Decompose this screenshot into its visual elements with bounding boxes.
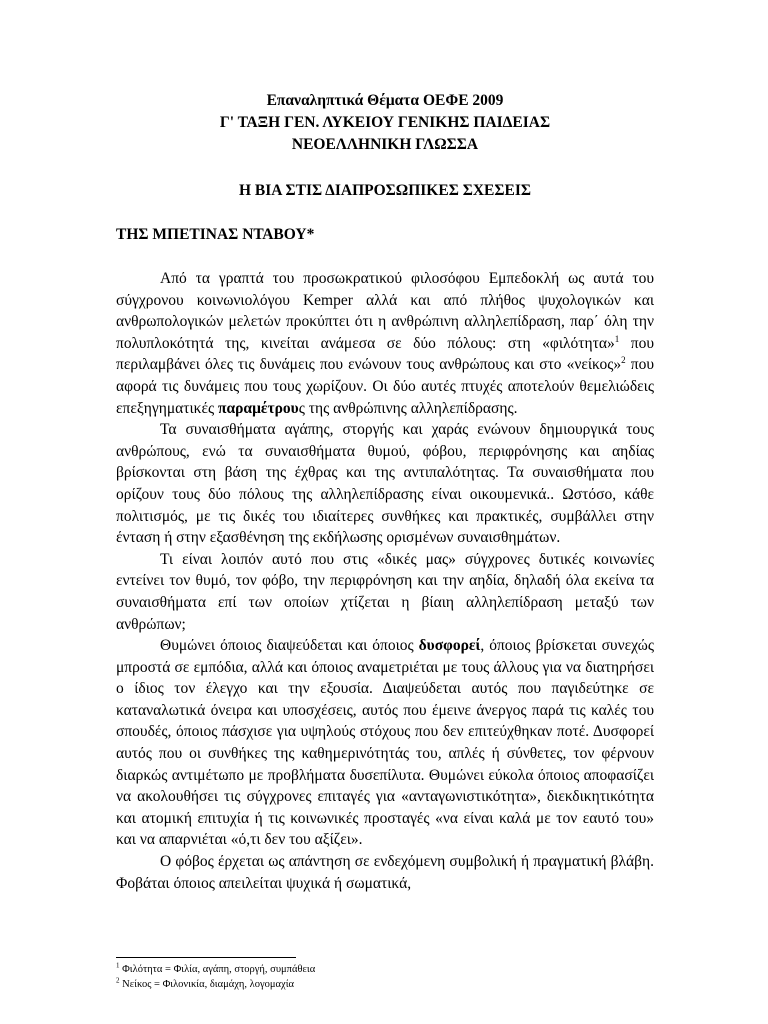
exam-series-heading: Επαναληπτικά Θέματα ΟΕΦΕ 2009 [266, 92, 504, 109]
footnote-1-mark: 1 [116, 961, 120, 970]
paragraph-1-part-c: που αφορά τις δυνάμεις που τους χωρίζουν. Οι δύο αυτές πτυχές αποτελούν θεμελιώδεις επεξηγηματικές [116, 356, 654, 417]
footnote-2-mark: 2 [116, 976, 120, 985]
footnote-ref-1: 1 [614, 333, 620, 344]
paragraph-4-part-b: , όποιος βρίσκεται συνεχώς μπροστά σε εμπόδια, αλλά και όποιος αναμετριέται με τους άλλους για να διατηρήσει ο ίδιος τον έλεγχο και την εξουσία. Διαψεύδεται αυτός που παγιδεύτηκε σε καταναλωτικά όνειρα και υποσχέσεις, αυτός που έμεινε άνεργος παρά τις καλές του σπουδές, όποιος πάσχισε για υψηλούς στόχους που δεν επιτεύχθηκαν ποτέ. Δυσφορεί αυτός που οι συνθήκες της καθημερινότητάς του, απλές ή σύνθετες, τον φέρνουν διαρκώς αντιμέτωπο με προβλήματα δυσεπίλυτα. Θυμώνει εύκολα όποιος αποφασίζει να ακολουθήσει τις σύγχρονες επιταγές για «ανταγωνιστικότητα», διεκδικητικότητα και ατομική επιτυχία ή τις κοινωνικές προσταγές «να είναι καλά με τον εαυτό του» και να απαρνιέται «ό,τι δεν του αξίζει». [116, 637, 654, 849]
footnote-1-text: Φιλότητα = Φιλία, αγάπη, στοργή, συμπάθεια [119, 964, 316, 975]
paragraph-1-bold-term: παραμέτρου [217, 399, 299, 417]
article-title: Η ΒΙΑ ΣΤΙΣ ΔΙΑΠΡΟΣΩΠΙΚΕΣ ΣΧΕΣΕΙΣ [238, 182, 532, 199]
paragraph-1-part-a: Από τα γραπτά του προσωκρατικού φιλοσόφου Εμπεδοκλή ως αυτά του σύγχρονου κοινωνιολόγου Kemper αλλά και από πλήθος ψυχολογικών και ανθρωπολογικών μελετών προκύπτει ότι η ανθρώπινη αλληλεπίδραση, παρ΄ όλη την πολυπλοκότητά της, κινείται ανάμεσα σε δύο πόλους: στη «φιλότητα» [116, 270, 654, 352]
footnote-2 [116, 977, 654, 992]
footnotes [116, 962, 654, 992]
article-author: ΤΗΣ ΜΠΕΤΙΝΑΣ ΝΤΑΒΟΥ* [116, 226, 315, 243]
footnote-separator [116, 957, 296, 958]
footnote-1 [116, 962, 654, 977]
article-body [116, 268, 654, 894]
paragraph-4-part-a: Θυμώνει όποιος διαψεύδεται και όποιος [160, 637, 419, 655]
class-level-heading: Γ' ΤΑΞΗ ΓΕΝ. ΛΥΚΕΙΟΥ ΓΕΝΙΚΗΣ ΠΑΙΔΕΙΑΣ [219, 114, 551, 131]
paragraph-4-bold-term: δυσφορεί [418, 637, 481, 655]
paragraph-1 [116, 268, 654, 419]
document-page [116, 90, 654, 894]
paragraph-5: Ο φόβος έρχεται ως απάντηση σε ενδεχόμενη συμβολική ή πραγματική βλάβη. Φοβάται όποιος απειλείται ψυχικά ή σωματικά, [116, 853, 654, 892]
paragraph-3: Τι είναι λοιπόν αυτό που στις «δικές μας» σύγχρονες δυτικές κοινωνίες εντείνει τον θυμό, τον φόβο, την περιφρόνηση και την αηδία, δηλαδή όλα εκείνα τα συναισθήματα επί των οποίων χτίζεται η βίαιη αλληλεπίδραση μεταξύ των ανθρώπων; [116, 550, 654, 633]
paragraph-1-part-b: που περιλαμβάνει όλες τις δυνάμεις που ενώνουν τους ανθρώπους και στο «νείκος» [116, 334, 654, 374]
paragraph-2: Τα συναισθήματα αγάπης, στοργής και χαράς ενώνουν δημιουργικά τους ανθρώπους, ενώ τα συναισθήματα θυμού, φόβου, περιφρόνησης και αηδίας βρίσκονται στη βάση της έχθρας και της αντιπαλότητας. Τα συναισθήματα που ορίζουν τους δύο πόλους της αλληλεπίδρασης είναι οικουμενικά.. Ωστόσο, κάθε πολιτισμός, με τις δικές του ιδιαίτερες συνθήκες και πρακτικές, συμβάλλει στην ένταση ή στην εξασθένηση της εκδήλωσης ορισμένων συναισθημάτων. [116, 421, 654, 547]
footnote-ref-2: 2 [621, 355, 626, 366]
paragraph-1-part-d: ς της ανθρώπινης αλληλεπίδρασης. [298, 399, 518, 417]
footnote-2-text: Νείκος = Φιλονικία, διαμάχη, λογομαχία [119, 979, 295, 990]
subject-heading: ΝΕΟΕΛΛΗΝΙΚΗ ΓΛΩΣΣΑ [291, 136, 479, 153]
paragraph-4 [116, 635, 654, 851]
